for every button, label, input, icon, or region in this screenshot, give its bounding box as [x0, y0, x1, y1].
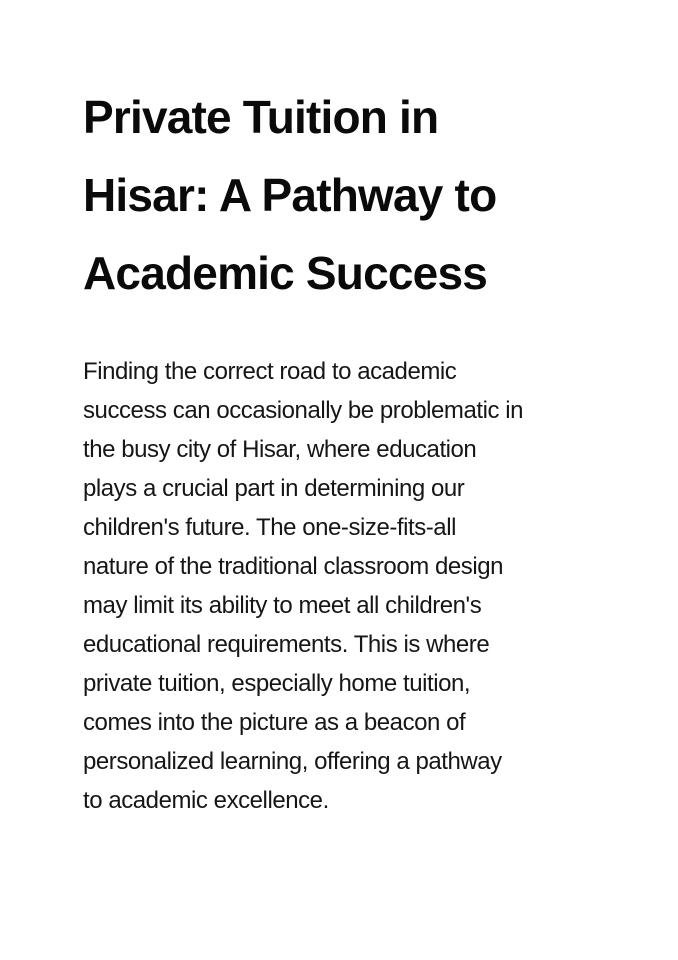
title-line: Private Tuition in [83, 91, 439, 143]
paragraph-line: educational requirements. This is where [83, 631, 490, 658]
title-line: Hisar: A Pathway to [83, 169, 497, 221]
paragraph-line: the busy city of Hisar, where education [83, 436, 477, 463]
paragraph-line: children's future. The one-size-fits-all [83, 514, 456, 541]
body-paragraph [83, 352, 643, 820]
paragraph-line: plays a crucial part in determining our [83, 475, 465, 502]
paragraph-line: nature of the traditional classroom design [83, 553, 504, 580]
page-title [83, 78, 643, 312]
paragraph-line: to academic excellence. [83, 787, 329, 814]
paragraph-line: private tuition, especially home tuition, [83, 670, 471, 697]
paragraph-line: Finding the correct road to academic [83, 358, 457, 385]
paragraph-line: personalized learning, offering a pathway [83, 748, 502, 775]
paragraph-line: may limit its ability to meet all children's [83, 592, 482, 619]
paragraph-line: success can occasionally be problematic in [83, 397, 523, 424]
paragraph-line: comes into the picture as a beacon of [83, 709, 466, 736]
title-line: Academic Success [83, 247, 488, 299]
